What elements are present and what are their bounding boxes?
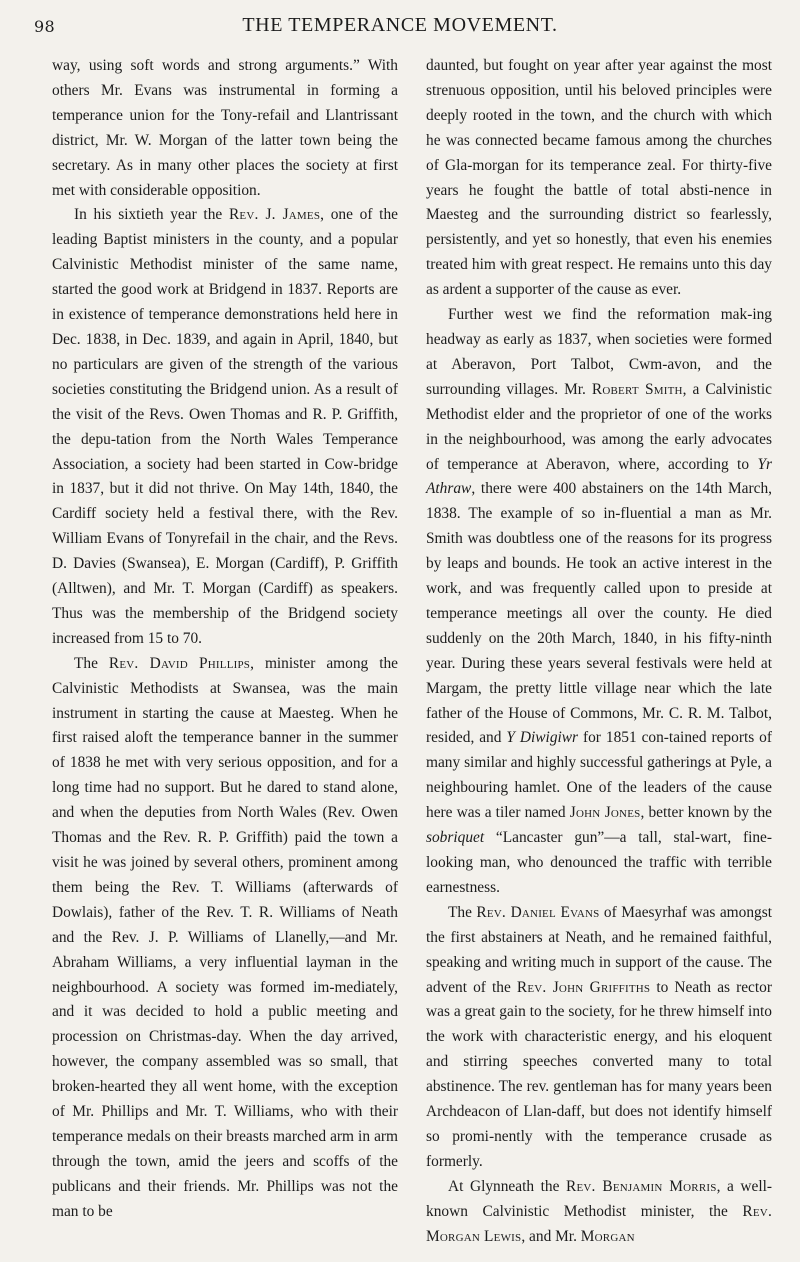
- person-name: Rev. Daniel Evans: [476, 903, 600, 921]
- person-name: Morgan: [580, 1227, 635, 1245]
- publication-title: Y Diwigiwr: [506, 729, 579, 747]
- italic-word: sobriquet: [426, 829, 485, 847]
- paragraph-text: , a Calvinistic Methodist elder and the proprietor of one of the works in the neighbourhood, was among the early advocates of temperance at Aberavon, where, according to: [426, 380, 773, 473]
- paragraph-text: daunted, but fought on year after year against the most strenuous opposition, until his beloved principles were deeply rooted in the town, and the church with which he was connected became famous among the churches of Gla-morgan for its temperance zeal. For thirty-five years he fought the battle of total absti-nence in Maesteg and the surrounding district so fearlessly, persistently, and yet so honestly, that even his enemies treated him with great respect. He remains unto this day as ardent a supporter of the cause as ever.: [426, 57, 772, 299]
- paragraph-text: to Neath as rector was a great gain to the society, for he threw himself into the work with characteristic energy, and his eloquent and stirring speeches converted many to total abstinence. The rev. gentleman has for many years been Archdeacon of Llan-daff, but does not identify himself so promi-nently with the temperance crusade as formerly.: [426, 978, 772, 1170]
- paragraph-text: “Lancaster gun”—a tall, stal-wart, fine-looking man, who denounced the traffic with terrible earnestness.: [426, 829, 772, 896]
- running-title: THE TEMPERANCE MOVEMENT.: [242, 14, 558, 36]
- paragraph-text: of Maesyrhaf was amongst the first abstainers at Neath, and he remained faithful, speaking and writing much in support of the cause. The advent of the: [426, 903, 772, 996]
- paragraph-text: , one of the leading Baptist ministers in the county, and a popular Calvinistic Methodist minister of the same name, started the good work at Bridgend in 1837. Reports are in existence of temperance demonstrations held here in Dec. 1838, in Dec. 1839, and again in April, 1840, but no particulars are given of the strength of the various societies constituting the Bridgend union. As a result of the visit of the Revs. Owen Thomas and R. P. Griffith, the depu-tation from the North Wales Temperance Association, a society had been started in Cow-bridge in 1837, but it did not thrive. On May 14th, 1840, the Cardiff society held a festival there, with the Rev. William Evans of Tonyrefail in the chair, and the Revs. D. Davies (Swansea), E. Morgan (Cardiff), P. Griffith (Alltwen), and Mr. T. Morgan (Cardiff) as speakers. Thus was the membership of the Bridgend society increased from 15 to 70.: [52, 206, 398, 647]
- paragraph-text: , and Mr.: [521, 1227, 581, 1245]
- text-columns: [52, 54, 772, 1250]
- paragraph-text: At Glynneath the: [448, 1177, 567, 1195]
- paragraph: [426, 54, 772, 303]
- paragraph-text: The: [448, 903, 477, 921]
- person-name: Robert Smith: [591, 380, 683, 398]
- person-name: Rev. Benjamin Morris: [566, 1177, 717, 1195]
- page-number: 98: [34, 17, 55, 36]
- paragraph-text: , there were 400 abstainers on the 14th March, 1838. The example of so in-fluential a man as Mr. Smith was doubtless one of the reasons for its progress by leaps and bounds. He took an active interest in the work, and was frequently called upon to preside at temperance meetings all over the county. He died suddenly on the 20th March, 1840, in his fifty-ninth year. During these years several festivals were held at Margam, the pretty little village near which the late father of the House of Commons, Mr. C. R. M. Talbot, resided, and: [426, 480, 772, 747]
- person-name: Rev. David Phillips: [108, 654, 251, 672]
- paragraph-text: , better known by the: [640, 804, 772, 822]
- person-name: John Jones: [569, 804, 641, 822]
- person-name: Rev. John Griffiths: [516, 978, 651, 996]
- paragraph: [52, 54, 398, 203]
- publication-title: Yr Athraw: [426, 455, 772, 498]
- paragraph-text: Further west we find the reformation mak-ing headway as early as 1837, when societies were formed at Aberavon, Port Talbot, Cwm-avon, and the surrounding villages. Mr.: [426, 306, 772, 398]
- right-column: [426, 54, 772, 1250]
- person-name: Rev. J. James: [228, 206, 321, 224]
- paragraph-text: way, using soft words and strong arguments.” With others Mr. Evans was instrumental in forming a temperance union for the Tony-refail and Llantrissant district, Mr. W. Morgan of the latter town being the secretary. As in many other places the society at first met with considerable opposition.: [52, 57, 398, 199]
- paragraph-text: , minister among the Calvinistic Methodists at Swansea, was the main instrument in starting the cause at Maesteg. When he first raised aloft the temperance banner in the summer of 1838 he met with very serious opposition, and for a long time had no support. But he dared to stand alone, and when the deputies from North Wales (Rev. Owen Thomas and the Rev. R. P. Griffith) paid the town a visit he was joined by several others, prominent among them being the Rev. T. Williams (afterwards of Dowlais), father of the Rev. T. R. Williams of Neath and the Rev. J. P. Williams of Llanelly,—and Mr. Abraham Williams, a very influential layman in the neighbourhood. A society was formed im-mediately, and it was decided to hold a public meeting and procession on Christmas-day. When the day arrived, however, the company assembled was so small, that broken-hearted they all went home, with the exception of Mr. Phillips and Mr. T. Williams, who with their temperance medals on their breasts marched arm in arm through the town, amid the jeers and scoffs of the publicans and their friends. Mr. Phillips was not the man to be: [52, 654, 399, 1220]
- paragraph-text: The: [74, 654, 109, 672]
- person-name: Rev. Morgan Lewis: [426, 1202, 772, 1245]
- paragraph-text: for 1851 con-tained reports of many similar and highly successful gatherings at Pyle, a neighbouring hamlet. One of the leaders of the cause here was a tiler named: [426, 729, 772, 822]
- paragraph: [426, 901, 772, 1175]
- paragraph-text: In his sixtieth year the: [74, 206, 229, 224]
- paragraph: [426, 303, 772, 901]
- left-column: [52, 54, 398, 1250]
- paragraph: [52, 203, 398, 651]
- paragraph-text: , a well-known Calvinistic Methodist minister, the: [426, 1177, 772, 1220]
- paragraph: [52, 652, 398, 1225]
- paragraph: [426, 1175, 772, 1250]
